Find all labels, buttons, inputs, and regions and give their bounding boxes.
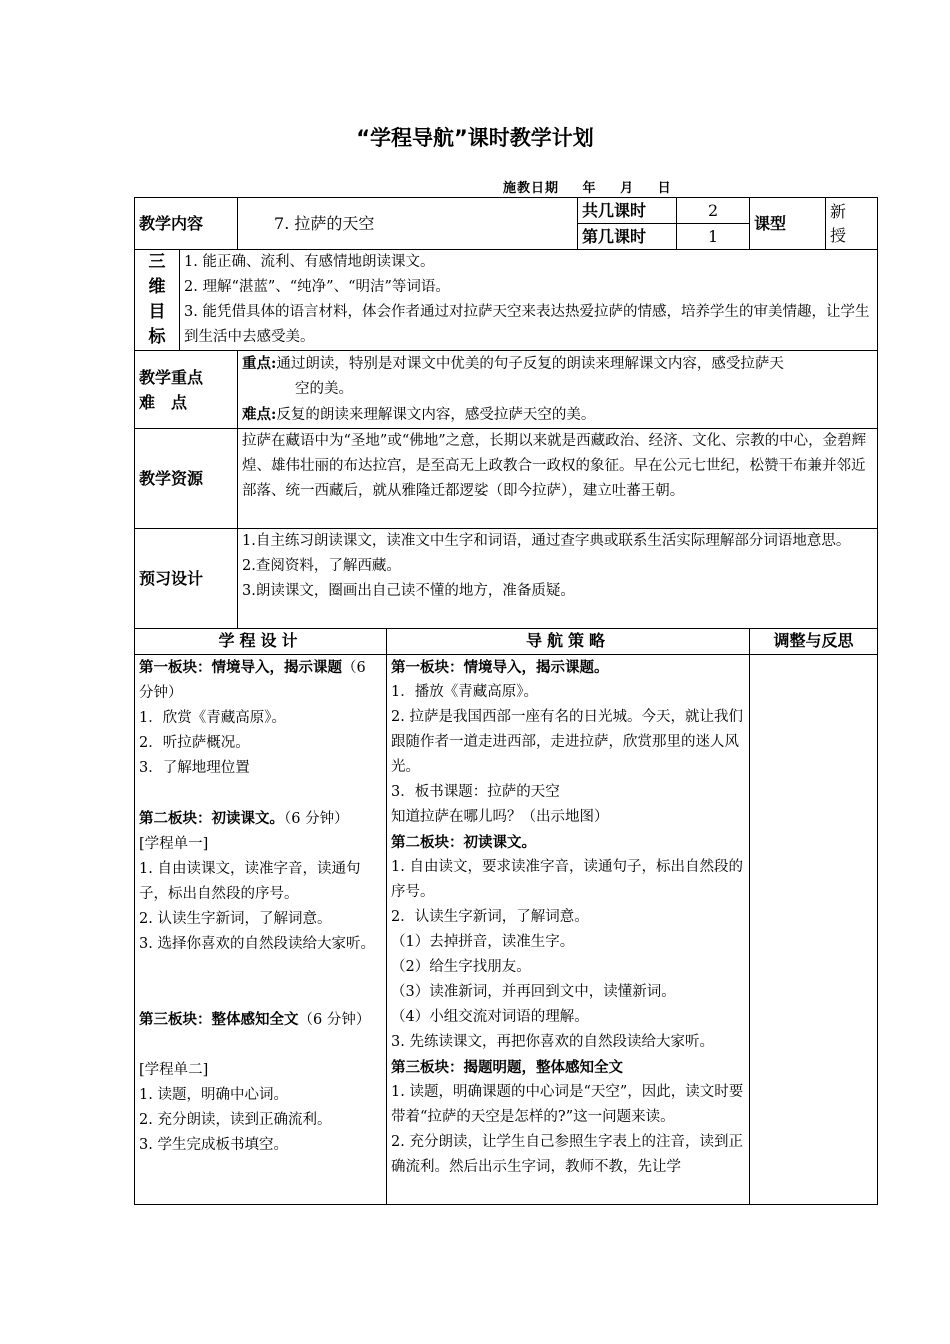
goal-item: 1. 能正确、流利、有感情地朗读课文。 — [184, 254, 435, 270]
strategy-item: 2．认读生字新词，了解词意。 — [391, 909, 589, 925]
strategy-column — [387, 655, 750, 1205]
design-item: 3．了解地理位置 — [139, 760, 250, 776]
design-column-header: 学程设计 — [135, 629, 387, 655]
section-title: 第三板块：整体感知全文 — [139, 1011, 299, 1028]
current-lesson-value: 1 — [677, 224, 750, 250]
design-column — [135, 655, 387, 1205]
lesson-type-char: 授 — [830, 225, 847, 245]
strategy-item: 1．播放《青藏高原》。 — [391, 684, 538, 700]
key-points-content — [238, 351, 878, 429]
strategy-item: （1）去掉拼音，读准生字。 — [391, 934, 575, 950]
resources-text: 拉萨在藏语中为“圣地”或“佛地”之意，长期以来就是西藏政治、经济、文化、宗教的中心，金碧辉煌、雄伟壮丽的布达拉宫，是至高无上政教合一政权的象征。早在公元七世纪，松赞干布兼并邻近部落、统一西藏后，就从雅隆迁都逻娑（即今拉萨），建立吐蕃王朝。 — [238, 429, 878, 529]
key-points-label-1: 教学重点 — [139, 367, 204, 387]
goal-item: 2. 理解“湛蓝”、“纯净”、“明洁”等词语。 — [184, 279, 450, 295]
goals-label-char: 目 — [148, 302, 166, 322]
section-title: 第一板块：情境导入，揭示课题 — [139, 659, 342, 676]
strategy-item: 3．板书课题：拉萨的天空 — [391, 784, 560, 800]
strategy-item: （2）给生字找朋友。 — [391, 959, 531, 975]
design-item: 3. 学生完成板书填空。 — [139, 1137, 288, 1153]
section-title: 第一板块：情境导入，揭示课题。 — [391, 659, 609, 676]
strategy-item: 1. 自由读文，要求读准字音，读通句子，标出自然段的序号。 — [391, 859, 743, 900]
lesson-type-value — [826, 198, 878, 250]
design-section-3 — [139, 1007, 382, 1033]
date-label: 施教日期 — [503, 181, 560, 196]
content-value: 7. 拉萨的天空 — [238, 198, 578, 250]
design-item: 1．欣赏《青藏高原》。 — [139, 710, 286, 726]
design-item: 2. 认读生字新词，了解词意。 — [139, 911, 332, 927]
preview-label: 预习设计 — [135, 529, 238, 629]
reflection-column — [750, 655, 878, 1205]
section-title: 第二板块：初读课文。 — [391, 834, 537, 851]
difficulty-label: 难点: — [242, 406, 277, 423]
focus-text-cont: 空的美。 — [295, 381, 354, 397]
date-day: 日 — [657, 181, 672, 196]
current-lesson-label: 第几课时 — [578, 224, 677, 250]
section-time: （6 分钟） — [298, 1012, 371, 1028]
design-item: 2．听拉萨概况。 — [139, 735, 250, 751]
spacer — [139, 1033, 382, 1058]
worksheet-tag: [学程单二] — [139, 1062, 209, 1078]
strategy-item: 2. 拉萨是我国西部一座有名的日光城。今天，就让我们跟随作者一道走进西部，走进拉萨，欣赏那里的迷人风光。 — [391, 709, 743, 775]
preview-item: 1.自主练习朗读课文，读准文中生字和词语，通过查字典或联系生活实际理解部分词语地意思。 — [242, 533, 851, 549]
strategy-item: （3）读准新词，并再回到文中，读懂新词。 — [391, 984, 676, 1000]
reflection-column-header: 调整与反思 — [750, 629, 878, 655]
difficulty-text: 反复的朗读来理解课文内容，感受拉萨天空的美。 — [276, 407, 596, 423]
strategy-item: 知道拉萨在哪儿吗？（出示地图） — [391, 809, 609, 825]
design-section-2 — [139, 806, 382, 832]
page-title: “学程导航”课时教学计划 — [356, 126, 594, 150]
key-points-label — [135, 351, 238, 429]
lesson-plan-table — [134, 197, 878, 1205]
strategy-item: 2. 充分朗读，让学生自己参照生字表上的注音，读到正确流利。然后出示生字词，教师不教，先让学 — [391, 1134, 743, 1175]
lesson-type-char: 新 — [830, 201, 847, 221]
preview-item: 2.查阅资料，了解西藏。 — [242, 558, 401, 574]
key-points-label-2: 难 点 — [139, 392, 188, 412]
design-item: 1. 读题，明确中心词。 — [139, 1087, 288, 1103]
focus-label: 重点: — [242, 355, 277, 372]
lesson-type-label: 课型 — [750, 198, 826, 250]
resources-label: 教学资源 — [135, 429, 238, 529]
focus-line — [242, 351, 873, 377]
preview-content — [238, 529, 878, 629]
design-section-1 — [139, 655, 382, 706]
goals-label — [135, 250, 180, 351]
preview-item: 3.朗读课文，圈画出自己读不懂的地方，准备质疑。 — [242, 583, 575, 599]
goals-label-char: 三 — [148, 252, 166, 272]
goals-label-char: 标 — [148, 327, 166, 347]
focus-text: 通过朗读，特别是对课文中优美的句子反复的朗读来理解课文内容，感受拉萨天 — [276, 356, 784, 372]
strategy-item: 1. 读题，明确课题的中心词是“天空”，因此，读文时要带着“拉萨的天空是怎样的?”这一问题来读。 — [391, 1084, 744, 1125]
goal-item: 3. 能凭借具体的语言材料，体会作者通过对拉萨天空来表达热爱拉萨的情感，培养学生的审美情趣，让学生到生活中去感受美。 — [184, 304, 870, 345]
date-month: 月 — [620, 181, 635, 196]
design-item: 1. 自由读课文，读准字音，读通句子，标出自然段的序号。 — [139, 861, 361, 902]
date-year: 年 — [582, 181, 597, 196]
section-time: （6 分钟） — [139, 660, 366, 701]
spacer — [139, 957, 382, 1007]
goals-label-char: 维 — [148, 277, 166, 297]
section-title: 第二板块：初读课文。 — [139, 810, 284, 827]
total-lessons-label: 共几课时 — [578, 198, 677, 224]
teaching-date — [503, 177, 690, 196]
goals-content — [180, 250, 878, 351]
total-lessons-value: 2 — [677, 198, 750, 224]
spacer — [139, 781, 382, 806]
section-title: 第三板块：揭题明题，整体感知全文 — [391, 1059, 624, 1076]
strategy-item: 3. 先练读课文，再把你喜欢的自然段读给大家听。 — [391, 1034, 714, 1050]
design-item: 3. 选择你喜欢的自然段读给大家听。 — [139, 936, 375, 952]
strategy-item: （4）小组交流对词语的理解。 — [391, 1009, 589, 1025]
section-time: （6 分钟） — [284, 811, 349, 827]
worksheet-tag: [学程单一] — [139, 836, 209, 852]
strategy-column-header: 导航策略 — [387, 629, 750, 655]
difficulty-line — [242, 402, 873, 428]
design-item: 2. 充分朗读，读到正确流利。 — [139, 1112, 332, 1128]
content-label: 教学内容 — [135, 198, 238, 250]
